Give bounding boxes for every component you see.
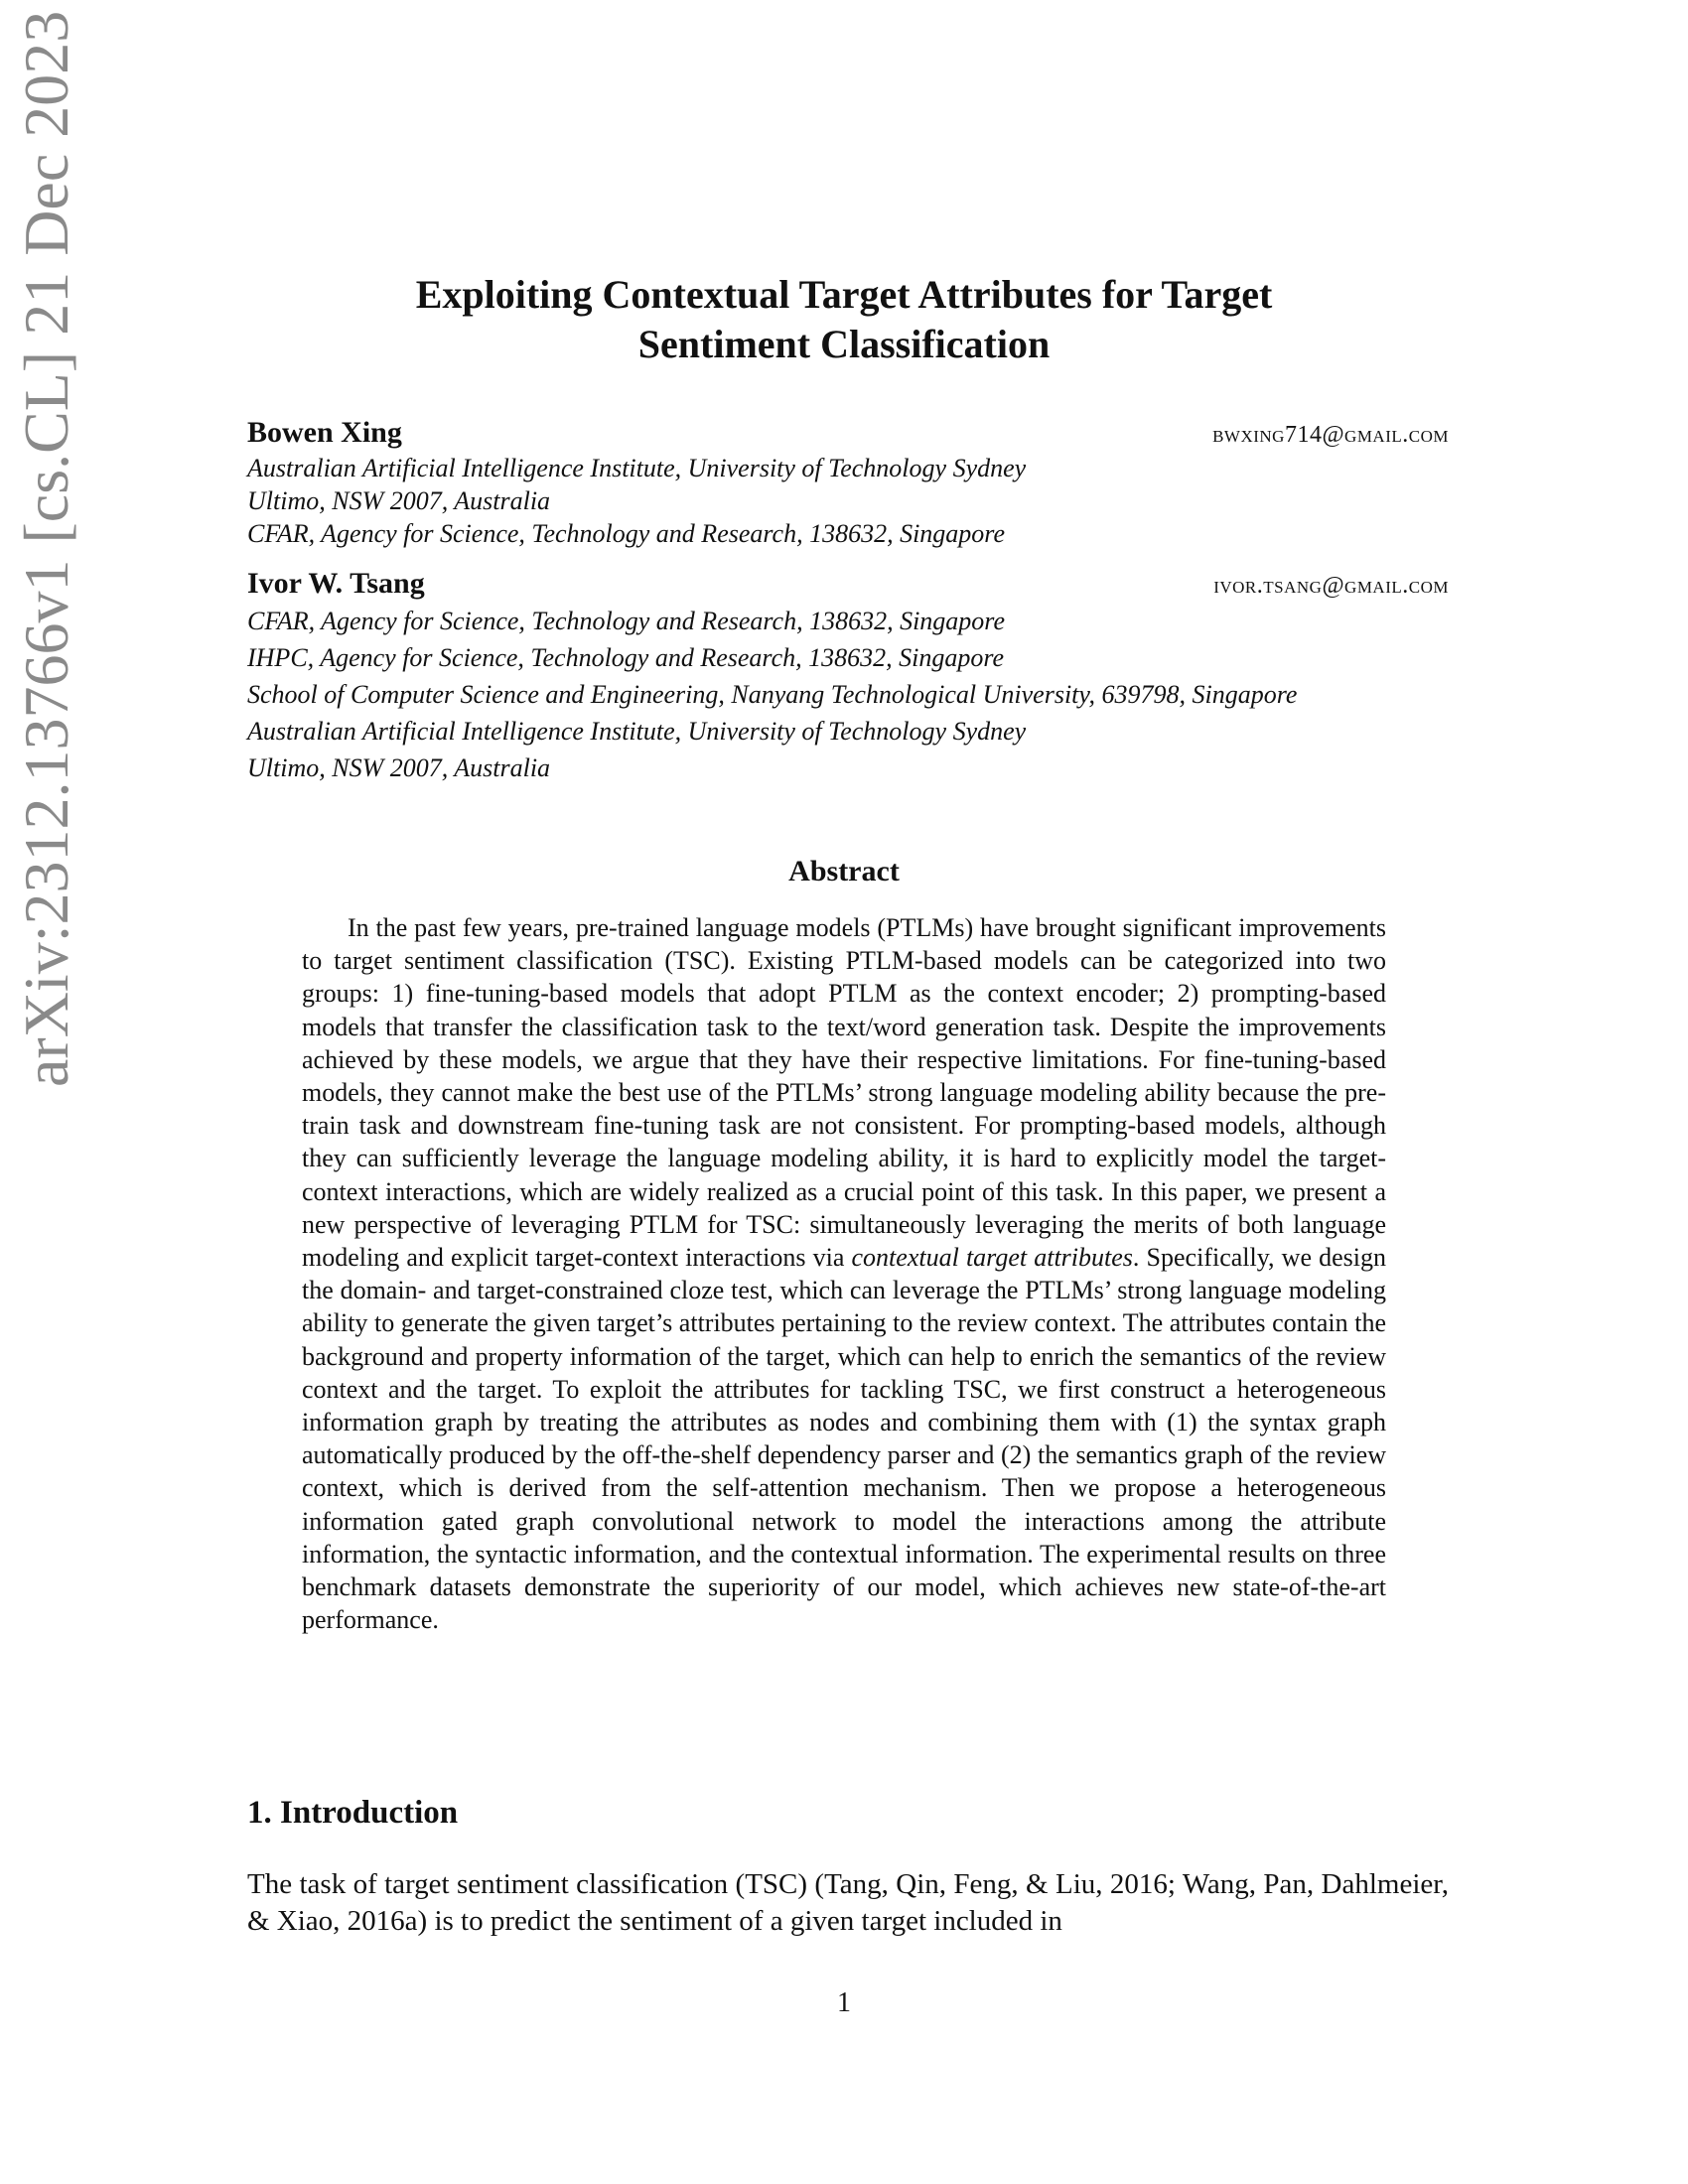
author-email: ivor.tsang@gmail.com [1213,573,1449,599]
author-affiliation: CFAR, Agency for Science, Technology and Research, 138632, Singapore [247,519,1006,548]
author-block-1 [247,414,1449,550]
abstract-text: . Specifically, we design the domain- and target-constrained cloze test, which can leverage the PTLMs’ strong language modeling ability to generate the given target’s attributes pertaining to the review context. The attributes contain the background and property information of the target, which can help to enrich the semantics of the review context and the target. To exploit the attributes for tackling TSC, we first construct a heterogeneous information graph by treating the attributes as nodes and combining them with (1) the syntax graph automatically produced by the off-the-shelf dependency parser and (2) the semantics graph of the review context, which is derived from the self-attention mechanism. Then we propose a heterogeneous information gated graph convolutional network to model the interactions among the attribute information, the syntactic information, and the contextual information. The experimental results on three benchmark datasets demonstrate the superiority of our model, which achieves new state-of-the-art performance. [302,1243,1387,1635]
author-name: Bowen Xing [247,416,402,449]
abstract-heading: Abstract [788,855,900,887]
section-heading-introduction: 1. Introduction [247,1795,459,1831]
author-affiliation: IHPC, Agency for Science, Technology and Research, 138632, Singapore [247,643,1005,672]
abstract-paragraph [302,911,1386,1636]
abstract-emphasis: contextual target attributes [851,1243,1133,1273]
author-name: Ivor W. Tsang [247,567,425,600]
author-block-2 [247,565,1449,786]
introduction-paragraph: The task of target sentiment classification (TSC) (Tang, Qin, Feng, & Liu, 2016; Wang, Pan, Dahlmeier, & Xiao, 2016a) is to predict the sentiment of a given target included in [247,1868,1449,1937]
author-affiliation: Australian Artificial Intelligence Institute, University of Technology Sydney [247,717,1027,746]
author-affiliation: School of Computer Science and Engineering, Nanyang Technological University, 639798, Singapore [247,680,1298,709]
page-number: 1 [837,1987,851,2018]
paper-title-line-2: Sentiment Classification [637,322,1051,366]
author-affiliation: Ultimo, NSW 2007, Australia [247,753,551,782]
paper-title [248,270,1440,369]
author-affiliation: Ultimo, NSW 2007, Australia [247,486,551,515]
author-affiliation: Australian Artificial Intelligence Institute, University of Technology Sydney [247,454,1027,482]
author-email: bwxing714@gmail.com [1212,422,1449,448]
author-affiliation: CFAR, Agency for Science, Technology and Research, 138632, Singapore [247,607,1006,635]
arxiv-identifier-stamp: arXiv:2312.13766v1 [cs.CL] 21 Dec 2023 [11,10,81,1087]
abstract-text: In the past few years, pre-trained language models (PTLMs) have brought significant improvements to target sentiment classification (TSC). Existing PTLM-based models can be categorized into two groups: 1) fine-tuning-based models that adopt PTLM as the context encoder; 2) prompting-based models that transfer the classification task to the text/word generation task. Despite the improvements achieved by these models, we argue that they have their respective limitations. For fine-tuning-based models, they cannot make the best use of the PTLMs’ strong language modeling ability because the pre-train task and downstream fine-tuning task are not consistent. For prompting-based models, although they can sufficiently leverage the language modeling ability, it is hard to explicitly model the target-context interactions, which are widely realized as a crucial point of this task. In this paper, we present a new perspective of leveraging PTLM for TSC: simultaneously leveraging the merits of both language modeling and explicit target-context interactions via [302,913,1386,1273]
paper-title-line-1: Exploiting Contextual Target Attributes for Target [415,272,1273,317]
